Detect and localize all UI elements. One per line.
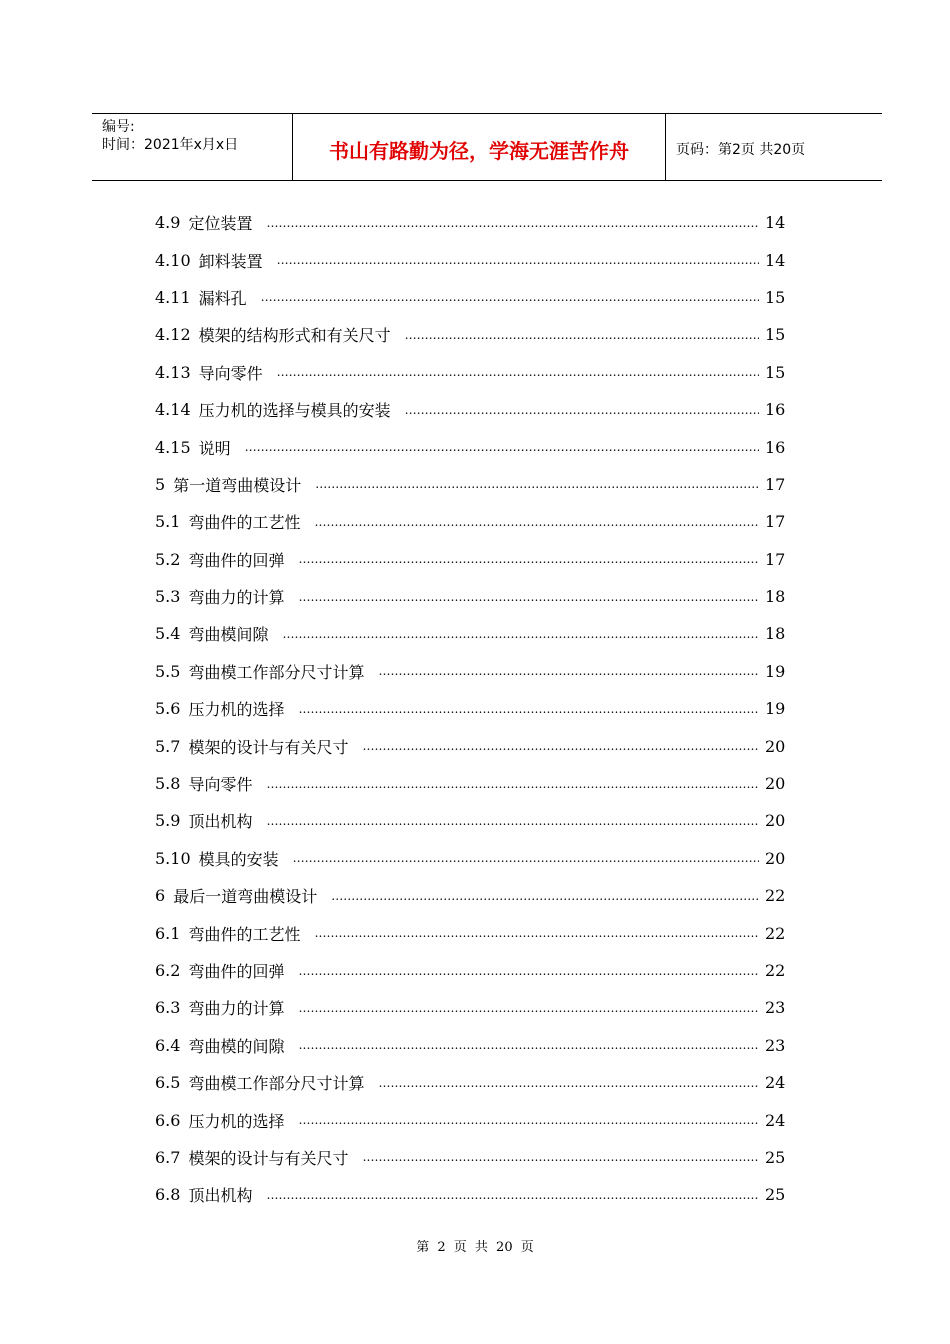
- toc-entry-title: 弯曲件的回弹: [188, 962, 285, 981]
- toc-entry-title: 定位装置: [188, 214, 253, 234]
- toc-entry-title: 模具的安装: [198, 849, 279, 869]
- page-header: [92, 113, 882, 181]
- toc-entry-page: 16: [765, 400, 786, 420]
- toc-leader-dots: [362, 738, 759, 754]
- toc-leader-dots: [298, 551, 759, 567]
- toc-entry-page: 25: [765, 1147, 786, 1167]
- toc-leader-dots: [405, 327, 759, 343]
- toc-entry-page: 23: [765, 1035, 786, 1055]
- toc-entry-title: 弯曲模的间隙: [188, 1036, 285, 1056]
- toc-leader-dots: [298, 1112, 759, 1128]
- toc-entry: [155, 877, 805, 914]
- toc-entry: [155, 615, 805, 652]
- toc-entry-title: 顶出机构: [188, 812, 253, 832]
- toc-entry-page: 22: [765, 923, 786, 943]
- toc-entry-number: 4.12: [155, 325, 191, 345]
- header-page-info: 页码：第2页 共20页: [676, 142, 806, 158]
- toc-entry: [155, 316, 805, 353]
- toc-entry-title: 模架的设计与有关尺寸: [188, 1148, 349, 1168]
- toc-entry-page: 18: [765, 587, 786, 607]
- toc-entry-title: 弯曲件的工艺性: [188, 924, 301, 944]
- toc-entry-page: 18: [765, 624, 786, 644]
- toc-entry-title: 模架的结构形式和有关尺寸: [198, 326, 391, 346]
- toc-entry-page: 14: [765, 213, 786, 233]
- toc-entry-number: 5.8: [155, 774, 181, 794]
- toc-leader-dots: [298, 1000, 759, 1016]
- toc-entry: [155, 503, 805, 540]
- toc-entry: [155, 653, 805, 690]
- toc-entry-number: 5.6: [155, 699, 181, 719]
- toc-entry: [155, 914, 805, 951]
- toc-entry-number: 6.2: [155, 961, 181, 980]
- toc-entry: [155, 727, 805, 764]
- toc-entry-number: 6.8: [155, 1185, 181, 1205]
- toc-entry-page: 17: [765, 474, 786, 494]
- toc-entry-number: 4.14: [155, 400, 191, 420]
- toc-entry-number: 6.3: [155, 998, 181, 1018]
- toc-leader-dots: [245, 439, 759, 455]
- toc-leader-dots: [314, 514, 759, 530]
- toc-entry-number: 6.1: [155, 923, 181, 943]
- toc-entry: [155, 428, 805, 465]
- toc-entry-number: 5.3: [155, 587, 181, 607]
- time-label: 时间：2021年x月x日: [102, 137, 239, 153]
- toc-entry-number: 5.7: [155, 736, 181, 756]
- header-motto: 书山有路勤为径，学海无涯苦作舟: [293, 114, 666, 180]
- toc-entry-number: 6.7: [155, 1147, 181, 1167]
- toc-leader-dots: [298, 1037, 759, 1053]
- toc-entry-page: 17: [765, 549, 786, 569]
- toc-entry: [155, 690, 805, 727]
- toc-entry-number: 6.6: [155, 1110, 181, 1130]
- toc-entry: [155, 1139, 805, 1176]
- toc-entry-page: 22: [765, 961, 786, 980]
- toc-entry-page: 20: [765, 774, 786, 794]
- toc-entry-number: 5.9: [155, 811, 181, 831]
- toc-entry-number: 6.4: [155, 1035, 181, 1055]
- toc-entry-page: 22: [765, 886, 786, 906]
- toc-entry-page: 20: [765, 811, 786, 831]
- toc-entry-title: 压力机的选择: [188, 1111, 285, 1131]
- toc-leader-dots: [277, 252, 759, 268]
- toc-entry: [155, 1064, 805, 1101]
- toc-entry-number: 5.5: [155, 661, 181, 681]
- toc-entry-title: 弯曲模间隙: [188, 625, 269, 645]
- toc-entry-title: 压力机的选择与模具的安装: [198, 401, 391, 421]
- toc-leader-dots: [378, 663, 759, 679]
- toc-entry-number: 5.4: [155, 624, 181, 644]
- toc-leader-dots: [314, 925, 759, 941]
- toc-entry-number: 4.13: [155, 362, 191, 382]
- toc-entry-page: 23: [765, 998, 786, 1018]
- toc-entry-number: 5.1: [155, 512, 181, 532]
- toc-entry-page: 17: [765, 512, 786, 532]
- page-footer: 第 2 页 共 20 页: [416, 1240, 534, 1255]
- toc-entry-title: 弯曲力的计算: [188, 999, 285, 1019]
- toc-leader-dots: [315, 476, 759, 492]
- toc-entry-title: 模架的设计与有关尺寸: [188, 737, 349, 757]
- toc-entry-number: 5: [155, 474, 166, 494]
- toc-entry-title: 弯曲件的工艺性: [188, 513, 301, 533]
- toc-entry: [155, 952, 805, 989]
- toc-entry: [155, 466, 805, 503]
- toc-entry: [155, 1027, 805, 1064]
- toc-entry-number: 6: [155, 886, 166, 906]
- toc-entry-number: 4.10: [155, 250, 191, 270]
- toc-leader-dots: [282, 626, 759, 642]
- toc-entry: [155, 391, 805, 428]
- toc-entry-page: 19: [765, 661, 786, 681]
- toc-leader-dots: [362, 1149, 759, 1165]
- header-meta: [92, 114, 293, 180]
- toc-entry: [155, 802, 805, 839]
- toc-leader-dots: [298, 589, 759, 605]
- toc-entry-title: 说明: [198, 438, 231, 458]
- toc-entry: [155, 354, 805, 391]
- toc-leader-dots: [261, 289, 759, 305]
- toc-entry-title: 漏料孔: [198, 288, 247, 308]
- toc-leader-dots: [266, 776, 759, 792]
- toc-entry-page: 25: [765, 1185, 786, 1205]
- toc-entry-title: 顶出机构: [188, 1186, 253, 1206]
- toc-leader-dots: [266, 1187, 759, 1203]
- toc-entry-page: 15: [765, 362, 786, 382]
- toc-leader-dots: [331, 888, 759, 904]
- toc-entry-title: 压力机的选择: [188, 700, 285, 720]
- toc-entry: [155, 989, 805, 1026]
- toc-entry: [155, 840, 805, 877]
- toc-leader-dots: [378, 1075, 759, 1091]
- number-label: 编号:: [102, 119, 135, 135]
- toc-entry-title: 弯曲模工作部分尺寸计算: [188, 1074, 365, 1094]
- toc-entry: [155, 241, 805, 278]
- toc-leader-dots: [266, 215, 759, 231]
- toc-leader-dots: [298, 701, 759, 717]
- toc-entry-page: 15: [765, 287, 786, 307]
- toc-entry-page: 19: [765, 699, 786, 719]
- toc-entry-title: 导向零件: [188, 775, 253, 795]
- toc-entry: [155, 541, 805, 578]
- toc-leader-dots: [405, 402, 759, 418]
- toc-entry-number: 5.2: [155, 549, 181, 569]
- toc-entry: [155, 578, 805, 615]
- toc-entry: [155, 1101, 805, 1138]
- toc-entry: [155, 765, 805, 802]
- toc-entry-title: 弯曲模工作部分尺寸计算: [188, 662, 365, 682]
- toc-entry-title: 弯曲件的回弹: [188, 550, 285, 570]
- toc-entry: [155, 1176, 805, 1213]
- toc-entry-number: 4.9: [155, 213, 181, 233]
- toc-leader-dots: [298, 963, 759, 979]
- toc-entry-title: 第一道弯曲模设计: [173, 475, 302, 495]
- toc-entry-number: 5.10: [155, 848, 191, 868]
- toc-entry-page: 20: [765, 848, 786, 868]
- toc-entry: [155, 279, 805, 316]
- toc-entry-page: 20: [765, 736, 786, 756]
- toc-entry: [155, 204, 805, 241]
- toc-entry-number: 6.5: [155, 1073, 181, 1093]
- toc-entry-number: 4.11: [155, 287, 191, 307]
- toc-entry-title: 导向零件: [198, 363, 263, 383]
- toc-entry-page: 14: [765, 250, 786, 270]
- toc-leader-dots: [277, 364, 759, 380]
- toc-leader-dots: [293, 850, 759, 866]
- toc-entry-page: 15: [765, 325, 786, 345]
- toc-entry-page: 16: [765, 437, 786, 457]
- toc-leader-dots: [266, 813, 759, 829]
- toc-entry-title: 最后一道弯曲模设计: [173, 887, 318, 907]
- toc-entry-page: 24: [765, 1110, 786, 1130]
- toc-entry-title: 卸料装置: [198, 251, 263, 271]
- toc-entry-page: 24: [765, 1073, 786, 1093]
- toc-entry-number: 4.15: [155, 437, 191, 457]
- toc-entry-title: 弯曲力的计算: [188, 588, 285, 608]
- table-of-contents: [155, 204, 805, 1214]
